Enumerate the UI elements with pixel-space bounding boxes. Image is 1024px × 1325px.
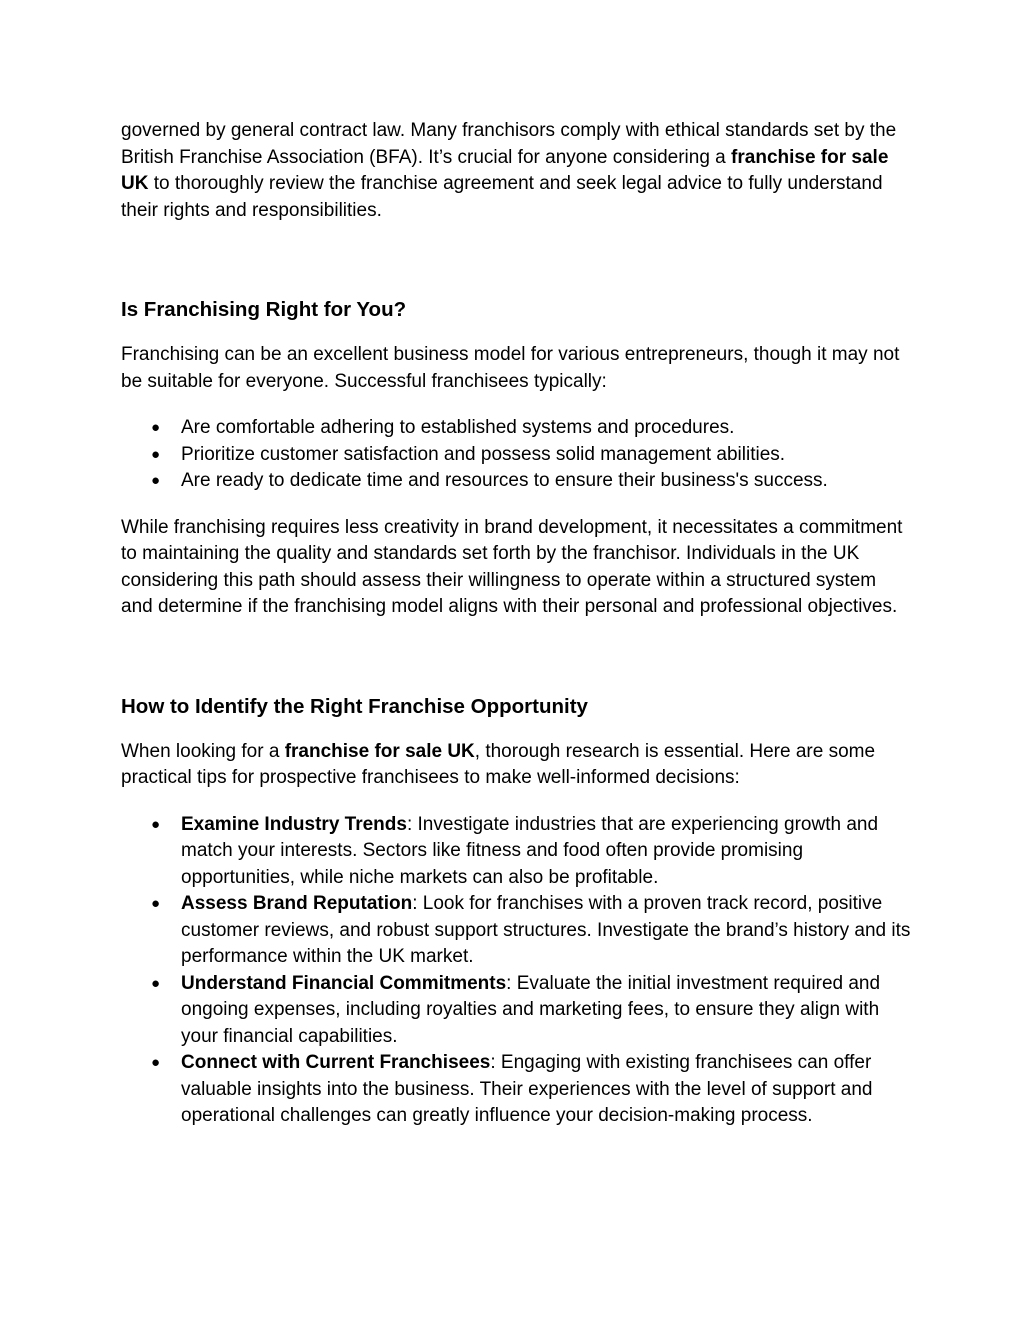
section-heading: How to Identify the Right Franchise Opportunity [121, 694, 588, 718]
section-closing-paragraph: While franchising requires less creativity in brand development, it necessitates a commitment to maintaining the quality and standards set forth by the franchisor. Individuals in the UK considering this path should assess their willingness to operate within a structured system and determine if the franchising model aligns with their personal and professional objectives. [121, 516, 903, 617]
list-item-text: Prioritize customer satisfaction and possess solid management abilities. [181, 443, 786, 465]
list-item-title: Understand Financial Commitments [181, 972, 507, 994]
list-item [121, 442, 911, 469]
list-item-title: Connect with Current Franchisees [181, 1052, 491, 1073]
list-item [121, 415, 911, 442]
bold-keyword: franchise for sale UK [121, 146, 889, 194]
list-item [121, 891, 911, 971]
list-item-text: : Engaging with existing franchisees can offer valuable insights into the business. Their experiences with the level of support and operational challenges can greatly influence your decision-making process. [181, 1052, 873, 1126]
bold-keyword: franchise for sale UK [284, 740, 475, 762]
list-item-text: : Investigate industries that are experiencing growth and match your interests. Sectors like fitness and food often provide promising opportunities, while niche markets can also be profitable. [181, 813, 879, 888]
bullet-icon: ● [151, 445, 161, 463]
list-item-text: Are ready to dedicate time and resources to ensure their business's success. [181, 470, 828, 491]
text-run: , thorough research is essential. Here are some practical tips for prospective franchisees to make well-informed decisions: [121, 740, 876, 788]
list-item-text: Are comfortable adhering to established systems and procedures. [181, 417, 735, 438]
section-intro-paragraph [121, 739, 911, 792]
list-item-title: Assess Brand Reputation [181, 893, 413, 914]
list-item-title: Examine Industry Trends [181, 813, 407, 835]
list-item [121, 812, 911, 892]
bullet-list [121, 812, 911, 1130]
bullet-icon: ● [151, 815, 161, 833]
list-item [121, 971, 911, 1051]
bullet-icon: ● [151, 974, 161, 992]
section-intro-paragraph: Franchising can be an excellent business model for various entrepreneurs, though it may not be suitable for everyone. Successful franchisees typically: [121, 344, 900, 392]
opening-paragraph [121, 118, 911, 224]
text-run: governed by general contract law. Many franchisors comply with ethical standards set by the British Franchise Association (BFA). It’s crucial for anyone considering a [121, 120, 897, 168]
text-run: to thoroughly review the franchise agreement and seek legal advice to fully understand their rights and responsibilities. [121, 173, 883, 221]
list-item [121, 468, 911, 495]
bullet-icon: ● [151, 472, 161, 489]
list-item-text: : Evaluate the initial investment required and ongoing expenses, including royalties and marketing fees, to ensure they align with your financial capabilities. [181, 972, 881, 1047]
document-page [121, 118, 911, 1130]
bullet-list [121, 415, 911, 495]
list-item-text: : Look for franchises with a proven track record, positive customer reviews, and robust support structures. Investigate the brand’s history and its performance within the UK market. [181, 893, 911, 967]
bullet-icon: ● [151, 419, 161, 436]
list-item [121, 1050, 911, 1130]
bullet-icon: ● [151, 895, 161, 912]
text-run: When looking for a [121, 740, 285, 762]
bullet-icon: ● [151, 1054, 161, 1071]
section-heading: Is Franchising Right for You? [121, 298, 407, 321]
